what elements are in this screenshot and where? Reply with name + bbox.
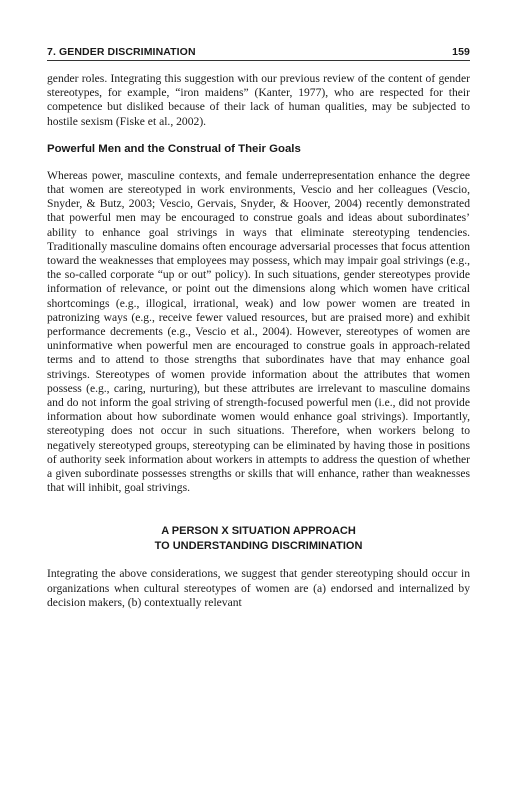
subheading: Powerful Men and the Construal of Their Goals <box>47 142 301 155</box>
page-number: 159 <box>452 46 470 58</box>
section-title-line: TO UNDERSTANDING DISCRIMINATION <box>154 539 363 552</box>
section-title-line: A PERSON X SITUATION APPROACH <box>161 525 356 538</box>
section-title <box>47 524 470 553</box>
body-paragraph: gender roles. Integrating this suggestion with our previous review of the content of gender stereotypes, for example, “iron maidens” (Kanter, 1977), who are respected for their competence but disliked because of their lack of human qualities, may be subjected to hostile sexism (Fiske et al., 2002). <box>47 72 470 128</box>
body-paragraph: Integrating the above considerations, we suggest that gender stereotyping should occur in organizations when cultural stereotypes of women are (a) endorsed and internalized by decision makers, (b) contextually relevant <box>47 567 470 609</box>
book-page <box>47 46 470 610</box>
body-paragraph: Whereas power, masculine contexts, and female underrepresentation enhance the degree that women are stereotyped in work environments, Vescio and her colleagues (Vescio, Snyder, & Butz, 2003; Vescio, Gervais, Snyder, & Hoover, 2004) recently demonstrated that powerful men may be encouraged to construe goals and ideas about subordinates’ ability to enhance goal strivings in ways that eliminate stereotyping tendencies. Traditionally masculine domains often encourage adversarial processes that focus attention toward the weaknesses that employees may possess, which may impair goal strivings (e.g., the so-called corporate “up or out” policy). In such situations, gender stereotypes provide information of relevance, or point out the dimensions along which women have critical shortcomings (e.g., illogical, irrational, weak) and low power women are treated in patronizing ways (e.g., receive fewer valued resources, but are praised more) and exhibit performance decrements (e.g., Vescio et al., 2004). However, stereotypes of women are uninformative when powerful men are encouraged to construe goals in approach-related terms and to attend to those strengths that subordinates have that may enhance goal strivings. Stereotypes of women provide information about the attributes that women possess (e.g., caring, nurturing), but these attributes are irrelevant to masculine domains and do not inform the goal striving of strength-focused powerful men (i.e., did not provide information about how subordinate women would enhance goal strivings). Importantly, stereotyping does not occur in such situations. Therefore, when workers belong to negatively stereotyped groups, stereotyping can be eliminated by having those in positions of authority seek information about workers in attempts to address the question of whether a given subordinate possesses strengths or skills that will enhance, rather than weaknesses that will inhibit, goal strivings. <box>47 168 470 495</box>
chapter-title: 7. GENDER DISCRIMINATION <box>47 46 196 58</box>
running-head <box>47 46 470 61</box>
